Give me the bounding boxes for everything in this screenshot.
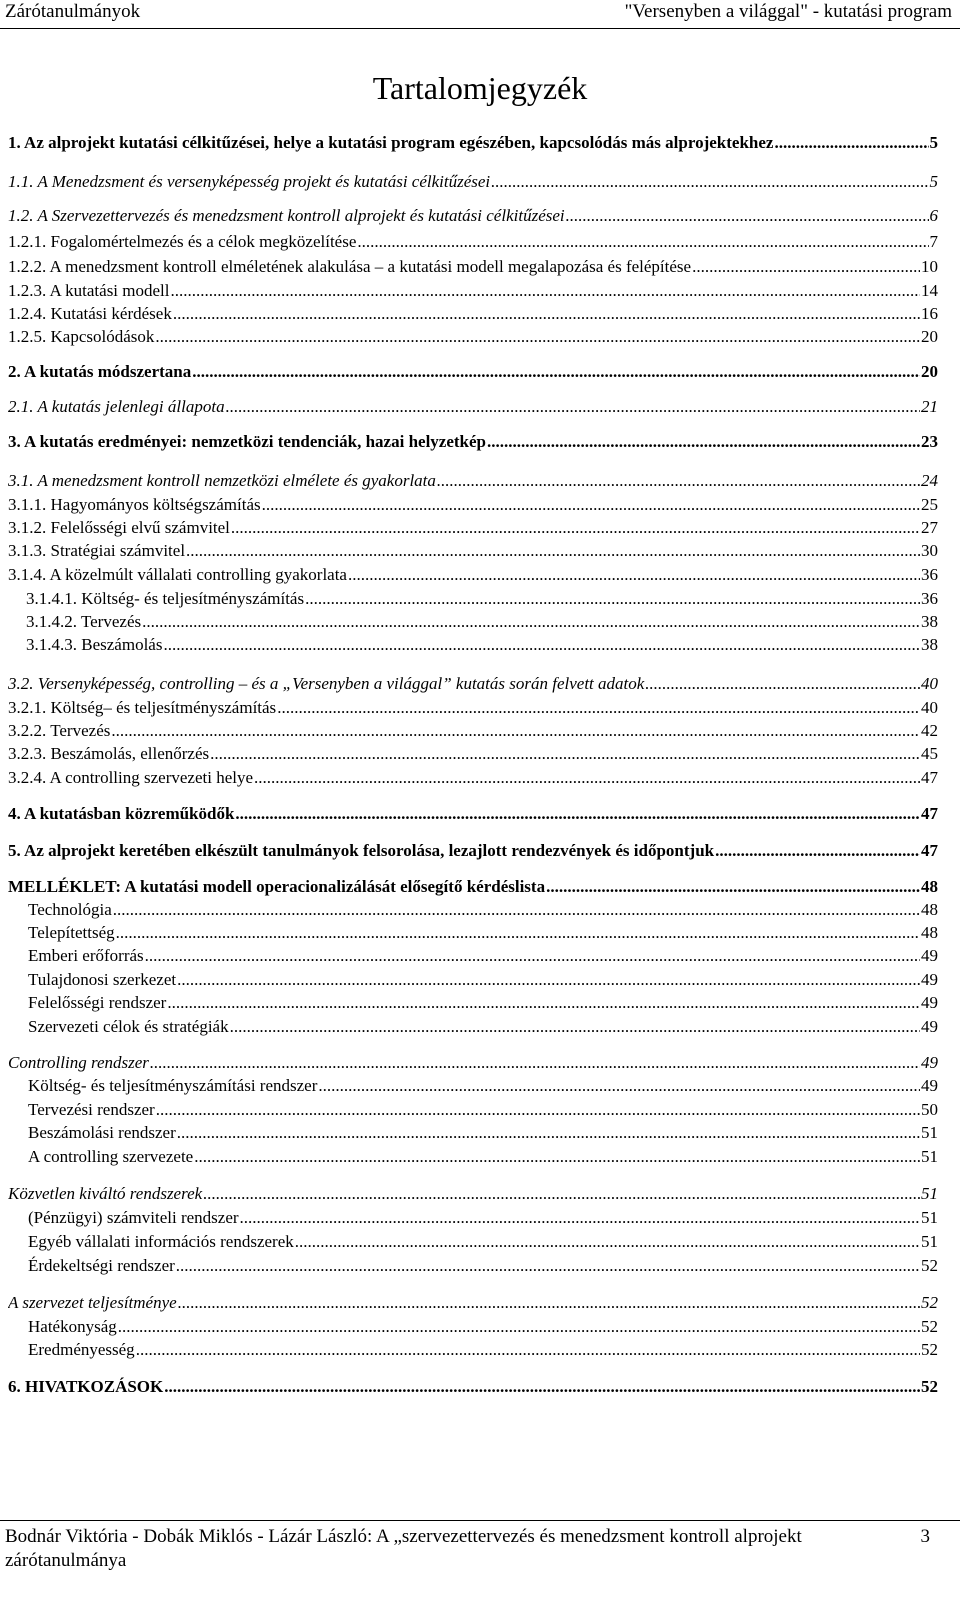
toc-entry[interactable] [8, 396, 938, 420]
toc-entry-page: 52 [921, 1377, 938, 1396]
toc-entry-title: 3.1.4.1. Költség- és teljesítményszámítás [26, 589, 305, 608]
toc-entry-title: Tulajdonosi szerkezet [28, 970, 177, 989]
toc-entry[interactable] [28, 1207, 938, 1231]
toc-entry-page: 52 [921, 1256, 938, 1275]
toc-entry[interactable] [8, 767, 938, 791]
toc-leader-dots [167, 992, 920, 1014]
toc-entry[interactable] [8, 231, 938, 255]
toc-entry[interactable] [28, 1339, 938, 1363]
toc-entry-title: 2. A kutatás módszertana [8, 362, 192, 381]
toc-leader-dots [116, 922, 920, 944]
toc-leader-dots [203, 1183, 920, 1205]
toc-leader-dots [231, 517, 920, 539]
toc-entry-page: 25 [921, 495, 938, 514]
toc-entry-title: 3.2.2. Tervezés [8, 721, 111, 740]
toc-entry-title: Érdekeltségi rendszer [28, 1256, 175, 1275]
toc-leader-dots [487, 431, 920, 453]
toc-entry[interactable] [8, 517, 938, 541]
toc-entry-title: A szervezet teljesítménye [8, 1293, 177, 1312]
toc-leader-dots [348, 564, 920, 586]
toc-entry-title: Eredményesség [28, 1340, 135, 1359]
toc-entry-page: 23 [921, 432, 938, 451]
toc-entry[interactable] [8, 1292, 938, 1316]
toc-entry-title: 3.2.1. Költség– és teljesítményszámítás [8, 698, 277, 717]
toc-entry-page: 40 [921, 674, 938, 693]
toc-entry-title: 1.2. A Szervezettervezés és menedzsment kontroll alprojekt és kutatási célkitűzései [8, 206, 565, 225]
toc-entry[interactable] [8, 564, 938, 588]
toc-leader-dots [262, 494, 920, 516]
toc-leader-dots [546, 876, 920, 898]
toc-leader-dots [194, 1146, 920, 1168]
toc-entry-title: 3.1.4.2. Tervezés [26, 612, 142, 631]
toc-entry-page: 14 [921, 281, 938, 300]
toc-entry-page: 21 [921, 397, 938, 416]
toc-entry-title: 3.1.4.3. Beszámolás [26, 635, 163, 654]
toc-entry[interactable] [28, 1316, 938, 1340]
toc-entry[interactable] [8, 280, 938, 304]
toc-entry[interactable] [8, 470, 938, 494]
toc-leader-dots [192, 361, 920, 383]
toc-entry-page: 38 [921, 635, 938, 654]
toc-entry-page: 50 [921, 1100, 938, 1119]
toc-entry-title: A controlling szervezete [28, 1147, 194, 1166]
toc-entry-title: 3.2.4. A controlling szervezeti helye [8, 768, 254, 787]
toc-entry-title: 3.1.1. Hagyományos költségszámítás [8, 495, 261, 514]
toc-entry[interactable] [28, 1099, 938, 1123]
toc-entry[interactable] [28, 1122, 938, 1146]
toc-entry-page: 47 [921, 804, 938, 823]
toc-entry-page: 51 [921, 1184, 938, 1203]
toc-entry[interactable] [8, 326, 938, 350]
toc-leader-dots [230, 1016, 920, 1038]
toc-entry-page: 49 [921, 946, 938, 965]
toc-entry-page: 36 [921, 565, 938, 584]
toc-leader-dots [692, 256, 920, 278]
toc-entry-title: 3.2.3. Beszámolás, ellenőrzés [8, 744, 210, 763]
toc-entry-page: 52 [921, 1293, 938, 1312]
toc-entry-title: Technológia [28, 900, 112, 919]
toc-leader-dots [111, 720, 920, 742]
toc-entry[interactable] [8, 205, 938, 229]
toc-entry-page: 48 [921, 900, 938, 919]
toc-entry-page: 38 [921, 612, 938, 631]
toc-entry-title: 3.1.4. A közelmúlt vállalati controlling gyakorlata [8, 565, 347, 584]
toc-entry-title: 2.1. A kutatás jelenlegi állapota [8, 397, 225, 416]
toc-entry[interactable] [8, 540, 938, 564]
footer-page-number: 3 [920, 1526, 930, 1547]
toc-leader-dots [176, 1255, 920, 1277]
toc-entry-page: 20 [921, 327, 938, 346]
toc-entry[interactable] [28, 1075, 938, 1099]
toc-entry-page: 7 [929, 232, 938, 251]
toc-entry[interactable] [28, 1231, 938, 1255]
toc-entry[interactable] [26, 634, 938, 658]
toc-entry-page: 5 [929, 172, 938, 191]
toc-entry-title: 3.2. Versenyképesség, controlling – és a „Versenyben a világgal” kutatás során felvett adatok [8, 674, 645, 693]
toc-entry[interactable] [28, 1146, 938, 1170]
toc-leader-dots [774, 132, 928, 154]
toc-entry-page: 47 [921, 841, 938, 860]
toc-entry[interactable] [8, 132, 938, 156]
toc-entry-title: 1.2.2. A menedzsment kontroll elméletének alakulása – a kutatási modell megalapozása és felépítése [8, 257, 692, 276]
toc-entry-title: 1. Az alprojekt kutatási célkitűzései, helye a kutatási program egészében, kapcsolódás más alprojektekhez [8, 133, 774, 152]
toc-entry-page: 49 [921, 993, 938, 1012]
toc-entry-page: 48 [921, 923, 938, 942]
toc-entry-page: 52 [921, 1317, 938, 1336]
toc-leader-dots [235, 803, 920, 825]
toc-leader-dots [305, 588, 920, 610]
toc-leader-dots [295, 1231, 920, 1253]
toc-entry-title: 3.1.2. Felelősségi elvű számvitel [8, 518, 230, 537]
toc-leader-dots [177, 969, 920, 991]
toc-entry-title: Felelősségi rendszer [28, 993, 167, 1012]
toc-entry[interactable] [8, 1376, 938, 1400]
toc-leader-dots [437, 470, 920, 492]
toc-entry[interactable] [28, 1255, 938, 1279]
toc-leader-dots [142, 611, 920, 633]
toc-entry-page: 16 [921, 304, 938, 323]
toc-entry-title: 1.2.5. Kapcsolódások [8, 327, 155, 346]
toc-entry[interactable] [8, 673, 938, 697]
header-right-text: "Versenyben a világgal" - kutatási program [624, 1, 952, 22]
toc-leader-dots [163, 634, 920, 656]
toc-entry-title: Tervezési rendszer [28, 1100, 155, 1119]
footer-authors: Bodnár Viktória - Dobák Miklós - Lázár László: A „szervezettervezés és menedzsment kontroll alprojekt zárótanulmánya [5, 1526, 802, 1571]
page-title: Tartalomjegyzék [372, 70, 588, 106]
toc-entry[interactable] [8, 876, 938, 900]
toc-leader-dots [491, 171, 928, 193]
toc-leader-dots [145, 945, 920, 967]
toc-leader-dots [164, 1376, 920, 1398]
toc-entry-title: Közvetlen kiváltó rendszerek [8, 1184, 203, 1203]
toc-leader-dots [173, 303, 920, 325]
toc-entry-title: Egyéb vállalati információs rendszerek [28, 1232, 294, 1251]
header-left-text: Zárótanulmányok [5, 1, 141, 22]
toc-entry-page: 30 [921, 541, 938, 560]
toc-leader-dots [178, 1292, 920, 1314]
toc-entry[interactable] [8, 171, 938, 195]
toc-leader-dots [240, 1207, 920, 1229]
toc-entry-title: Telepítettség [28, 923, 115, 942]
toc-leader-dots [210, 743, 920, 765]
toc-leader-dots [150, 1052, 920, 1074]
toc-entry[interactable] [8, 431, 938, 455]
toc-entry[interactable] [8, 494, 938, 518]
toc-entry-page: 49 [921, 970, 938, 989]
toc-entry-page: 10 [921, 257, 938, 276]
toc-entry[interactable] [8, 697, 938, 721]
toc-leader-dots [645, 673, 920, 695]
page-footer [0, 1520, 960, 1571]
toc-entry-page: 24 [921, 471, 938, 490]
toc-leader-dots [318, 1075, 920, 1097]
toc-leader-dots [156, 1099, 920, 1121]
toc-entry-title: 1.2.1. Fogalomértelmezés és a célok megközelítése [8, 232, 357, 251]
toc-entry-page: 49 [921, 1076, 938, 1095]
toc-entry-title: Költség- és teljesítményszámítási rendszer [28, 1076, 318, 1095]
toc-entry-page: 51 [921, 1232, 938, 1251]
toc-entry[interactable] [28, 922, 938, 946]
toc-entry[interactable] [8, 361, 938, 385]
toc-entry[interactable] [28, 899, 938, 923]
toc-entry[interactable] [8, 840, 938, 864]
toc-entry[interactable] [8, 743, 938, 767]
toc-entry-page: 52 [921, 1340, 938, 1359]
toc-entry-page: 51 [921, 1123, 938, 1142]
toc-entry[interactable] [8, 803, 938, 827]
toc-entry-title: 3.1. A menedzsment kontroll nemzetközi elmélete és gyakorlata [8, 471, 436, 490]
toc-entry-page: 42 [921, 721, 938, 740]
toc-entry-title: Hatékonyság [28, 1317, 117, 1336]
toc-leader-dots [118, 1316, 920, 1338]
toc-entry-page: 51 [921, 1147, 938, 1166]
toc-leader-dots [136, 1339, 920, 1361]
toc-entry[interactable] [8, 256, 938, 280]
toc-entry-page: 49 [921, 1053, 938, 1072]
toc-entry[interactable] [8, 1183, 938, 1207]
toc-entry-page: 40 [921, 698, 938, 717]
toc-leader-dots [186, 540, 920, 562]
toc-leader-dots [113, 899, 920, 921]
toc-entry[interactable] [8, 720, 938, 744]
toc-entry-page: 27 [921, 518, 938, 537]
toc-entry-page: 49 [921, 1017, 938, 1036]
toc-leader-dots [277, 697, 920, 719]
toc-entry-title: 1.2.4. Kutatási kérdések [8, 304, 172, 323]
toc-entry[interactable] [28, 969, 938, 993]
toc-leader-dots [226, 396, 920, 418]
toc-leader-dots [254, 767, 920, 789]
toc-entry-title: Szervezeti célok és stratégiák [28, 1017, 229, 1036]
toc-entry-page: 48 [921, 877, 938, 896]
toc-entry[interactable] [26, 611, 938, 635]
toc-entry-page: 36 [921, 589, 938, 608]
toc-entry-page: 6 [929, 206, 938, 225]
toc-entry[interactable] [28, 945, 938, 969]
toc-entry[interactable] [8, 1052, 938, 1076]
toc-entry-page: 5 [929, 133, 938, 152]
toc-leader-dots [177, 1122, 920, 1144]
toc-leader-dots [357, 231, 928, 253]
toc-entry-page: 47 [921, 768, 938, 787]
toc-entry[interactable] [8, 303, 938, 327]
toc-entry-title: 1.2.3. A kutatási modell [8, 281, 170, 300]
toc-entry-title: 3. A kutatás eredményei: nemzetközi tendenciák, hazai helyzetkép [8, 432, 487, 451]
toc-entry-page: 45 [921, 744, 938, 763]
toc-entry[interactable] [26, 588, 938, 612]
toc-entry-page: 51 [921, 1208, 938, 1227]
toc-entry-title: Beszámolási rendszer [28, 1123, 176, 1142]
toc-leader-dots [566, 205, 929, 227]
toc-entry-title: MELLÉKLET: A kutatási modell operacionalizálását elősegítő kérdéslista [8, 877, 546, 896]
toc-leader-dots [155, 326, 920, 348]
toc-entry-title: 3.1.3. Stratégiai számvitel [8, 541, 186, 560]
toc-entry-title: 4. A kutatásban közreműködők [8, 804, 235, 823]
toc-entry[interactable] [28, 992, 938, 1016]
toc-entry-title: Controlling rendszer [8, 1053, 149, 1072]
toc-entry-title: 1.1. A Menedzsment és versenyképesség projekt és kutatási célkitűzései [8, 172, 491, 191]
toc-leader-dots [715, 840, 920, 862]
toc-entry-title: (Pénzügyi) számviteli rendszer [28, 1208, 239, 1227]
toc-entry-title: 5. Az alprojekt keretében elkészült tanulmányok felsorolása, lezajlott rendezvények és időpontjuk [8, 841, 715, 860]
toc-entry-page: 20 [921, 362, 938, 381]
toc-entry-title: Emberi erőforrás [28, 946, 144, 965]
toc-entry-title: 6. HIVATKOZÁSOK [8, 1377, 164, 1396]
toc-leader-dots [171, 280, 921, 302]
toc-entry[interactable] [28, 1016, 938, 1040]
